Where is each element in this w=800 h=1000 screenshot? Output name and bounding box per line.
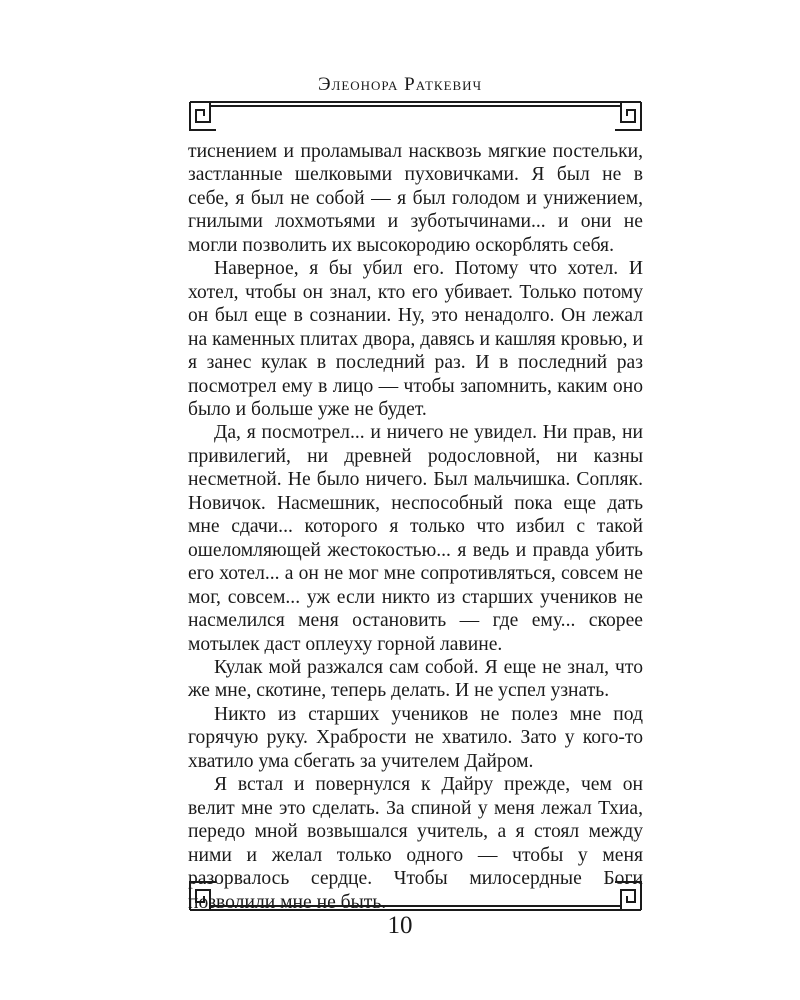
bottom-ornament-border [188, 880, 643, 912]
paragraph: Да, я посмотрел... и ничего не увидел. Ни прав, ни привилегий, ни древней родословной, ни казны несметной. Не было ничего. Был мальчишка. Сопляк. Новичок. Насмешник, неспособный пока еще дать мне сдачи... которого я только что избил с такой ошеломляющей жестокостью... я ведь и правда убить его хотел... а он не мог мне сопротивляться, совсем не мог, совсем... уж если никто из старших учеников не насмелился меня остановить — где ему... скорее мотылек даст оплеуху горной лавине. [188, 422, 643, 655]
paragraph: тиснением и проламывал насквозь мягкие постельки, застланные шелковыми пуховичками. Я был не в себе, я был не собой — я был голодом и унижением, гнилыми лохмотьями и зуботычинами... и они не могли позволить их высокородию оскорблять себя. [188, 141, 643, 256]
page-number: 10 [387, 912, 413, 939]
paragraph: Никто из старших учеников не полез мне под горячую руку. Храбрости не хватило. Зато у кого-то хватило ума сбегать за учителем Дайром. [188, 703, 643, 772]
meander-ornament-bottom-icon [188, 880, 643, 912]
paragraph: Я встал и повернулся к Дайру прежде, чем он велит мне это сделать. За спиной у меня лежал Тхиа, передо мной возвышался учитель, а я стоял между ними и желал только одного — чтобы у меня разорвалось сердце. Чтобы милосердные Боги позволили мне не быть. [188, 774, 643, 913]
meander-ornament-top-icon [188, 100, 643, 132]
top-ornament-border [188, 100, 643, 132]
running-head-author: Элеонора Раткевич [317, 74, 483, 95]
body-text [188, 140, 643, 914]
paragraph: Кулак мой разжался сам собой. Я еще не знал, что же мне, скотине, теперь делать. И не успел узнать. [188, 656, 643, 702]
paragraph: Наверное, я бы убил его. Потому что хотел. И хотел, чтобы он знал, кто его убивает. Только потому он был еще в сознании. Ну, это ненадолго. Он лежал на каменных плитах двора, давясь и кашляя кровью, и я занес кулак в последний раз. И в последний раз посмотрел ему в лицо — чтобы запомнить, каким оно было и больше уже не будет. [188, 258, 643, 420]
